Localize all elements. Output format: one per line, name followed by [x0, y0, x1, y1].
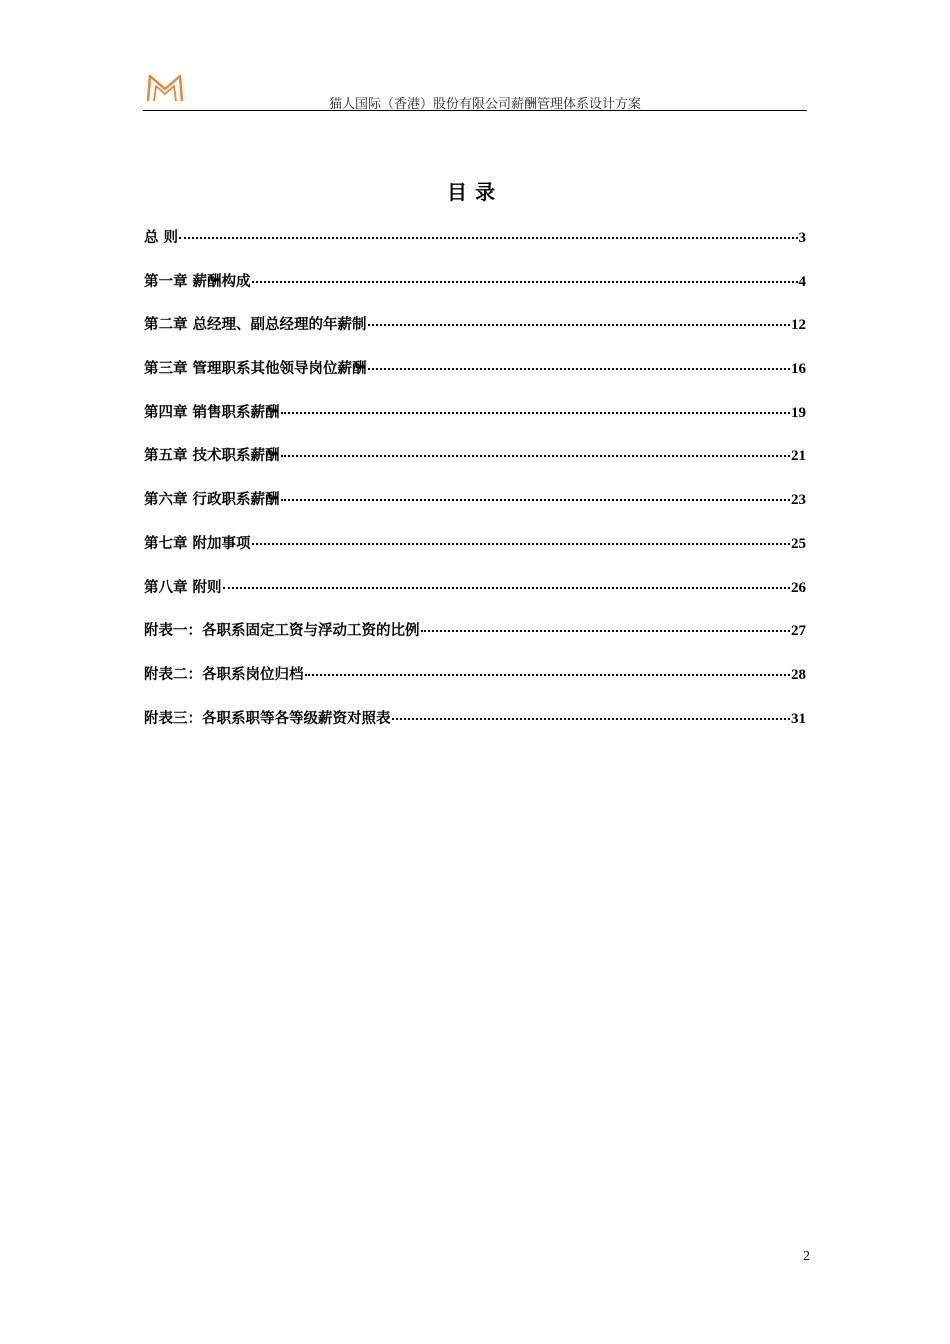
toc-dot-leader [368, 368, 790, 370]
toc-dot-leader [252, 543, 790, 545]
cat-ears-logo-icon [145, 72, 185, 104]
toc-entry[interactable] [144, 663, 806, 707]
toc-entry-page-number: 23 [791, 492, 806, 509]
header-divider [143, 110, 807, 111]
toc-entry-page-number: 27 [791, 623, 806, 640]
toc-dot-leader [281, 499, 790, 501]
page-number: 2 [803, 1249, 810, 1264]
toc-entry[interactable] [144, 357, 806, 401]
toc-entry-page-number: 25 [791, 535, 806, 552]
toc-entry[interactable] [144, 226, 806, 270]
toc-entry-label: 第五章 技术职系薪酬 [144, 448, 280, 465]
toc-entry-label: 第四章 销售职系薪酬 [144, 404, 280, 421]
toc-entry-page-number: 26 [791, 579, 806, 596]
toc-dot-leader [305, 674, 791, 676]
toc-entry-page-number: 31 [791, 710, 806, 727]
toc-entry-label: 第二章 总经理、副总经理的年薪制 [144, 317, 367, 334]
toc-entry-page-number: 12 [791, 317, 806, 334]
toc-entry-page-number: 21 [791, 448, 806, 465]
toc-entry-label: 总 则 [144, 230, 179, 246]
toc-dot-leader [392, 718, 791, 720]
toc-dot-leader [179, 237, 797, 239]
toc-entry[interactable] [144, 619, 806, 663]
toc-entry-label: 第七章 附加事项 [144, 535, 251, 552]
toc-entry-page-number: 19 [791, 404, 806, 421]
toc-entry-label: 第一章 薪酬构成 [144, 273, 251, 290]
toc-entry[interactable] [144, 707, 806, 751]
toc-entry-label: 第三章 管理职系其他领导岗位薪酬 [144, 361, 367, 378]
toc-entry[interactable] [144, 270, 806, 314]
toc-entry[interactable] [144, 401, 806, 445]
toc-dot-leader [281, 455, 790, 457]
toc-dot-leader [421, 630, 791, 632]
toc-entry[interactable] [144, 313, 806, 357]
toc-entry[interactable] [144, 444, 806, 488]
toc-dot-leader [281, 412, 790, 414]
toc-title: 目录 [447, 180, 503, 204]
toc-dot-leader [368, 324, 790, 326]
toc-entry[interactable] [144, 488, 806, 532]
toc-entry[interactable] [144, 576, 806, 620]
toc-dot-leader [252, 281, 798, 283]
toc-list [144, 226, 806, 750]
toc-entry-page-number: 16 [791, 361, 806, 378]
toc-dot-leader [223, 587, 790, 589]
toc-entry-label: 第六章 行政职系薪酬 [144, 492, 280, 509]
toc-entry[interactable] [144, 532, 806, 576]
toc-entry-page-number: 3 [798, 230, 806, 246]
toc-entry-page-number: 28 [791, 666, 806, 683]
toc-entry-label: 附表二：各职系岗位归档 [144, 666, 304, 683]
toc-entry-label: 附表一：各职系固定工资与浮动工资的比例 [144, 623, 420, 640]
toc-entry-label: 第八章 附则 [144, 579, 222, 596]
header-title: 猫人国际（香港）股份有限公司薪酬管理体系设计方案 [328, 97, 641, 112]
toc-entry-page-number: 4 [798, 273, 806, 290]
toc-entry-label: 附表三：各职系职等各等级薪资对照表 [144, 710, 391, 727]
